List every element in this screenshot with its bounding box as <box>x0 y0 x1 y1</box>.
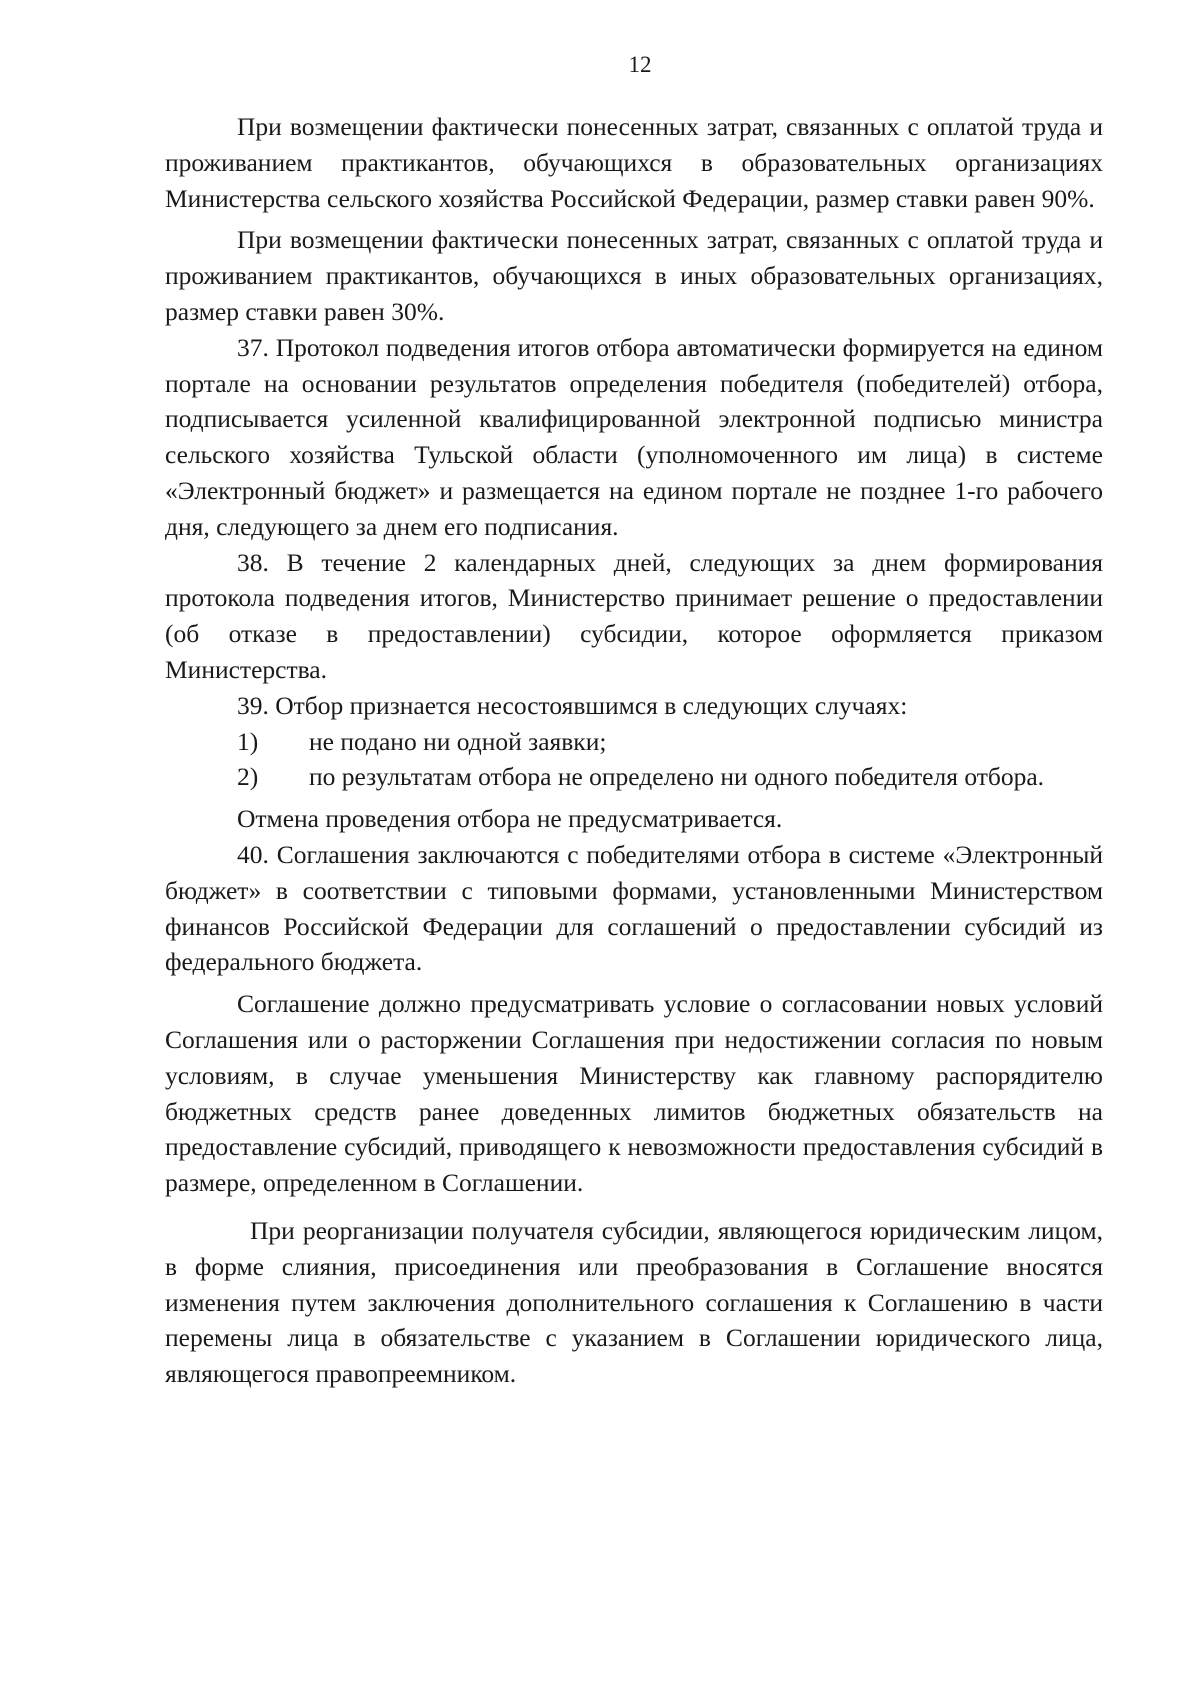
paragraph-rate-30: При возмещении фактически понесенных затрат, связанных с оплатой труда и проживанием практикантов, обучающихся в иных образовательных организациях, размер ставки равен 30%. <box>165 225 1103 326</box>
list-item-number: 1) <box>237 726 259 756</box>
paragraph-no-cancel: Отмена проведения отбора не предусматривается. <box>237 804 783 834</box>
list-item-2 <box>165 759 1103 795</box>
paragraph-reorganization: При реорганизации получателя субсидии, являющегося юридическим лицом, в форме слияния, присоединения или преобразования в Соглашение вносятся изменения путем заключения дополнительного соглашения к Соглашению в части перемены лица в обязательстве с указанием в Соглашении юридического лица, являющегося правопреемником. <box>165 1215 1103 1389</box>
paragraph-38: 38. В течение 2 календарных дней, следующих за днем формирования протокола подведения итогов, Министерство принимает решение о предоставлении (об отказе в предоставлении) субсидии, которое оформляется приказом Министерства. <box>165 547 1103 684</box>
paragraph-37: 37. Протокол подведения итогов отбора автоматически формируется на едином портале на основании результатов определения победителя (победителей) отбора, подписывается усиленной квалифицированной электронной подписью министра сельского хозяйства Тульской области (уполномоченного им лица) в системе «Электронный бюджет» и размещается на едином портале не позднее 1-го рабочего дня, следующего за днем его подписания. <box>165 332 1103 541</box>
page-number: 12 <box>628 52 652 77</box>
list-item-1 <box>165 724 1103 760</box>
paragraph-40: 40. Соглашения заключаются с победителями отбора в системе «Электронный бюджет» в соответствии с типовыми формами, установленными Министерством финансов Российской Федерации для соглашений о предоставлении субсидий из федерального бюджета. <box>165 839 1103 977</box>
list-item-text: не подано ни одной заявки; <box>309 726 607 756</box>
paragraph-agreement-terms: Соглашение должно предусматривать условие о согласовании новых условий Соглашения или о расторжении Соглашения при недостижении согласия по новым условиям, в случае уменьшения Министерству как главному распорядителю бюджетных средств ранее доведенных лимитов бюджетных обязательств на предоставление субсидий, приводящего к невозможности предоставления субсидий в размере, определенном в Соглашении. <box>165 989 1103 1198</box>
list-item-text: по результатам отбора не определено ни одного победителя отбора. <box>309 762 1045 792</box>
list-item-number: 2) <box>237 762 259 792</box>
paragraph-39: 39. Отбор признается несостоявшимся в следующих случаях: <box>237 690 908 720</box>
document-body <box>165 109 1103 1392</box>
paragraph-rate-90: При возмещении фактически понесенных затрат, связанных с оплатой труда и проживанием практикантов, обучающихся в образовательных организациях Министерства сельского хозяйства Российской Федерации, размер ставки равен 90%. <box>165 112 1103 213</box>
